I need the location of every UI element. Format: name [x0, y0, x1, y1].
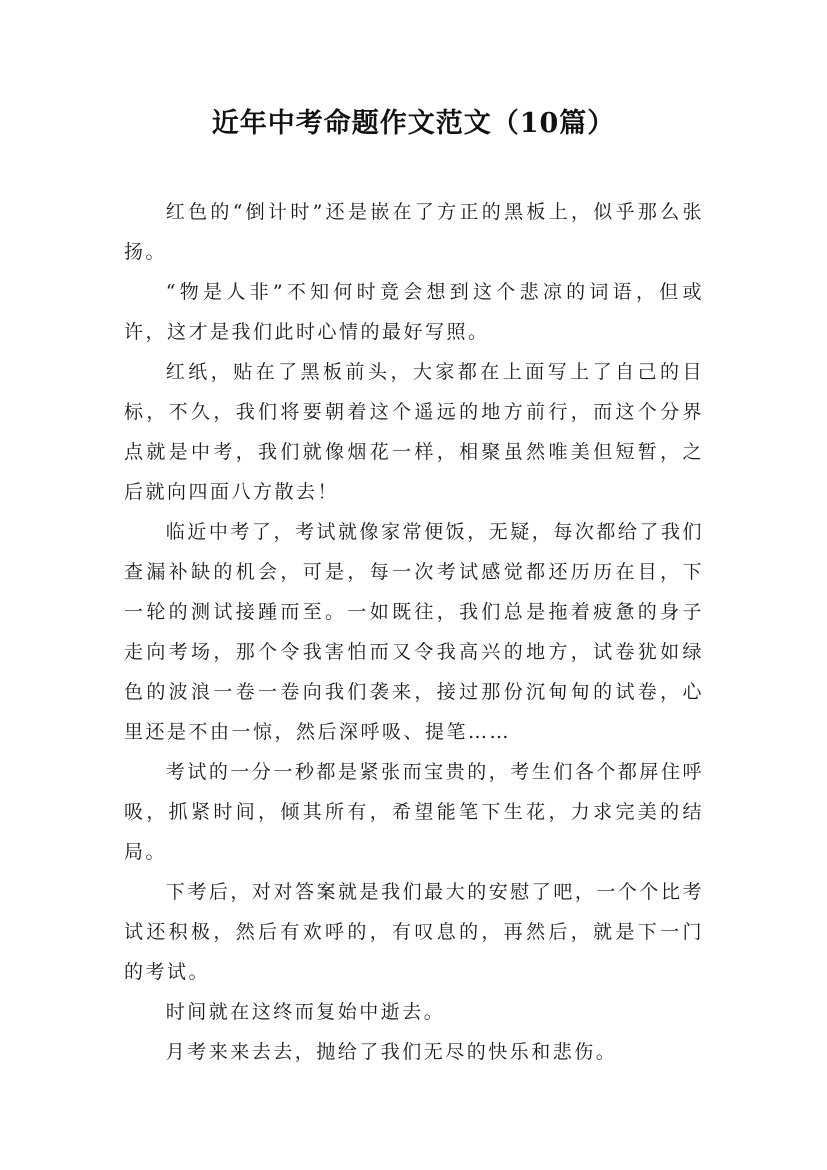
paragraph: 红纸，贴在了黑板前头，大家都在上面写上了自己的目标，不久，我们将要朝着这个遥远的地方前行，而这个分界点就是中考，我们就像烟花一样，相聚虽然唯美但短暂，之后就向四面八方散去！ — [124, 361, 704, 503]
paragraph: 时间就在这终而复始中逝去。 — [165, 1001, 446, 1023]
paragraph: 考试的一分一秒都是紧张而宝贵的，考生们各个都屏住呼吸，抓紧时间，倾其所有，希望能笔下生花，力求完美的结局。 — [124, 761, 704, 863]
paragraph: 红色的“倒计时”还是嵌在了方正的黑板上，似乎那么张扬。 — [124, 201, 704, 263]
paragraph: “物是人非”不知何时竟会想到这个悲凉的词语，但或许，这才是我们此时心情的最好写照。 — [124, 281, 704, 343]
paragraph: 下考后，对对答案就是我们最大的安慰了吧，一个个比考试还积极，然后有欢呼的，有叹息的，再然后，就是下一门的考试。 — [124, 881, 704, 983]
document-title: 近年中考命题作文范文（10篇） — [211, 108, 616, 139]
paragraph: 临近中考了，考试就像家常便饭，无疑，每次都给了我们查漏补缺的机会，可是，每一次考试感觉都还历历在目，下一轮的测试接踵而至。一如既往，我们总是拖着疲惫的身子走向考场，那个令我害怕而又令我高兴的地方，试卷犹如绿色的波浪一卷一卷向我们袭来，接过那份沉甸甸的试卷，心里还是不由一惊，然后深呼吸、提笔…… — [124, 521, 704, 743]
document-body — [124, 192, 704, 1072]
paragraph: 月考来来去去，抛给了我们无尽的快乐和悲伤。 — [165, 1041, 618, 1063]
